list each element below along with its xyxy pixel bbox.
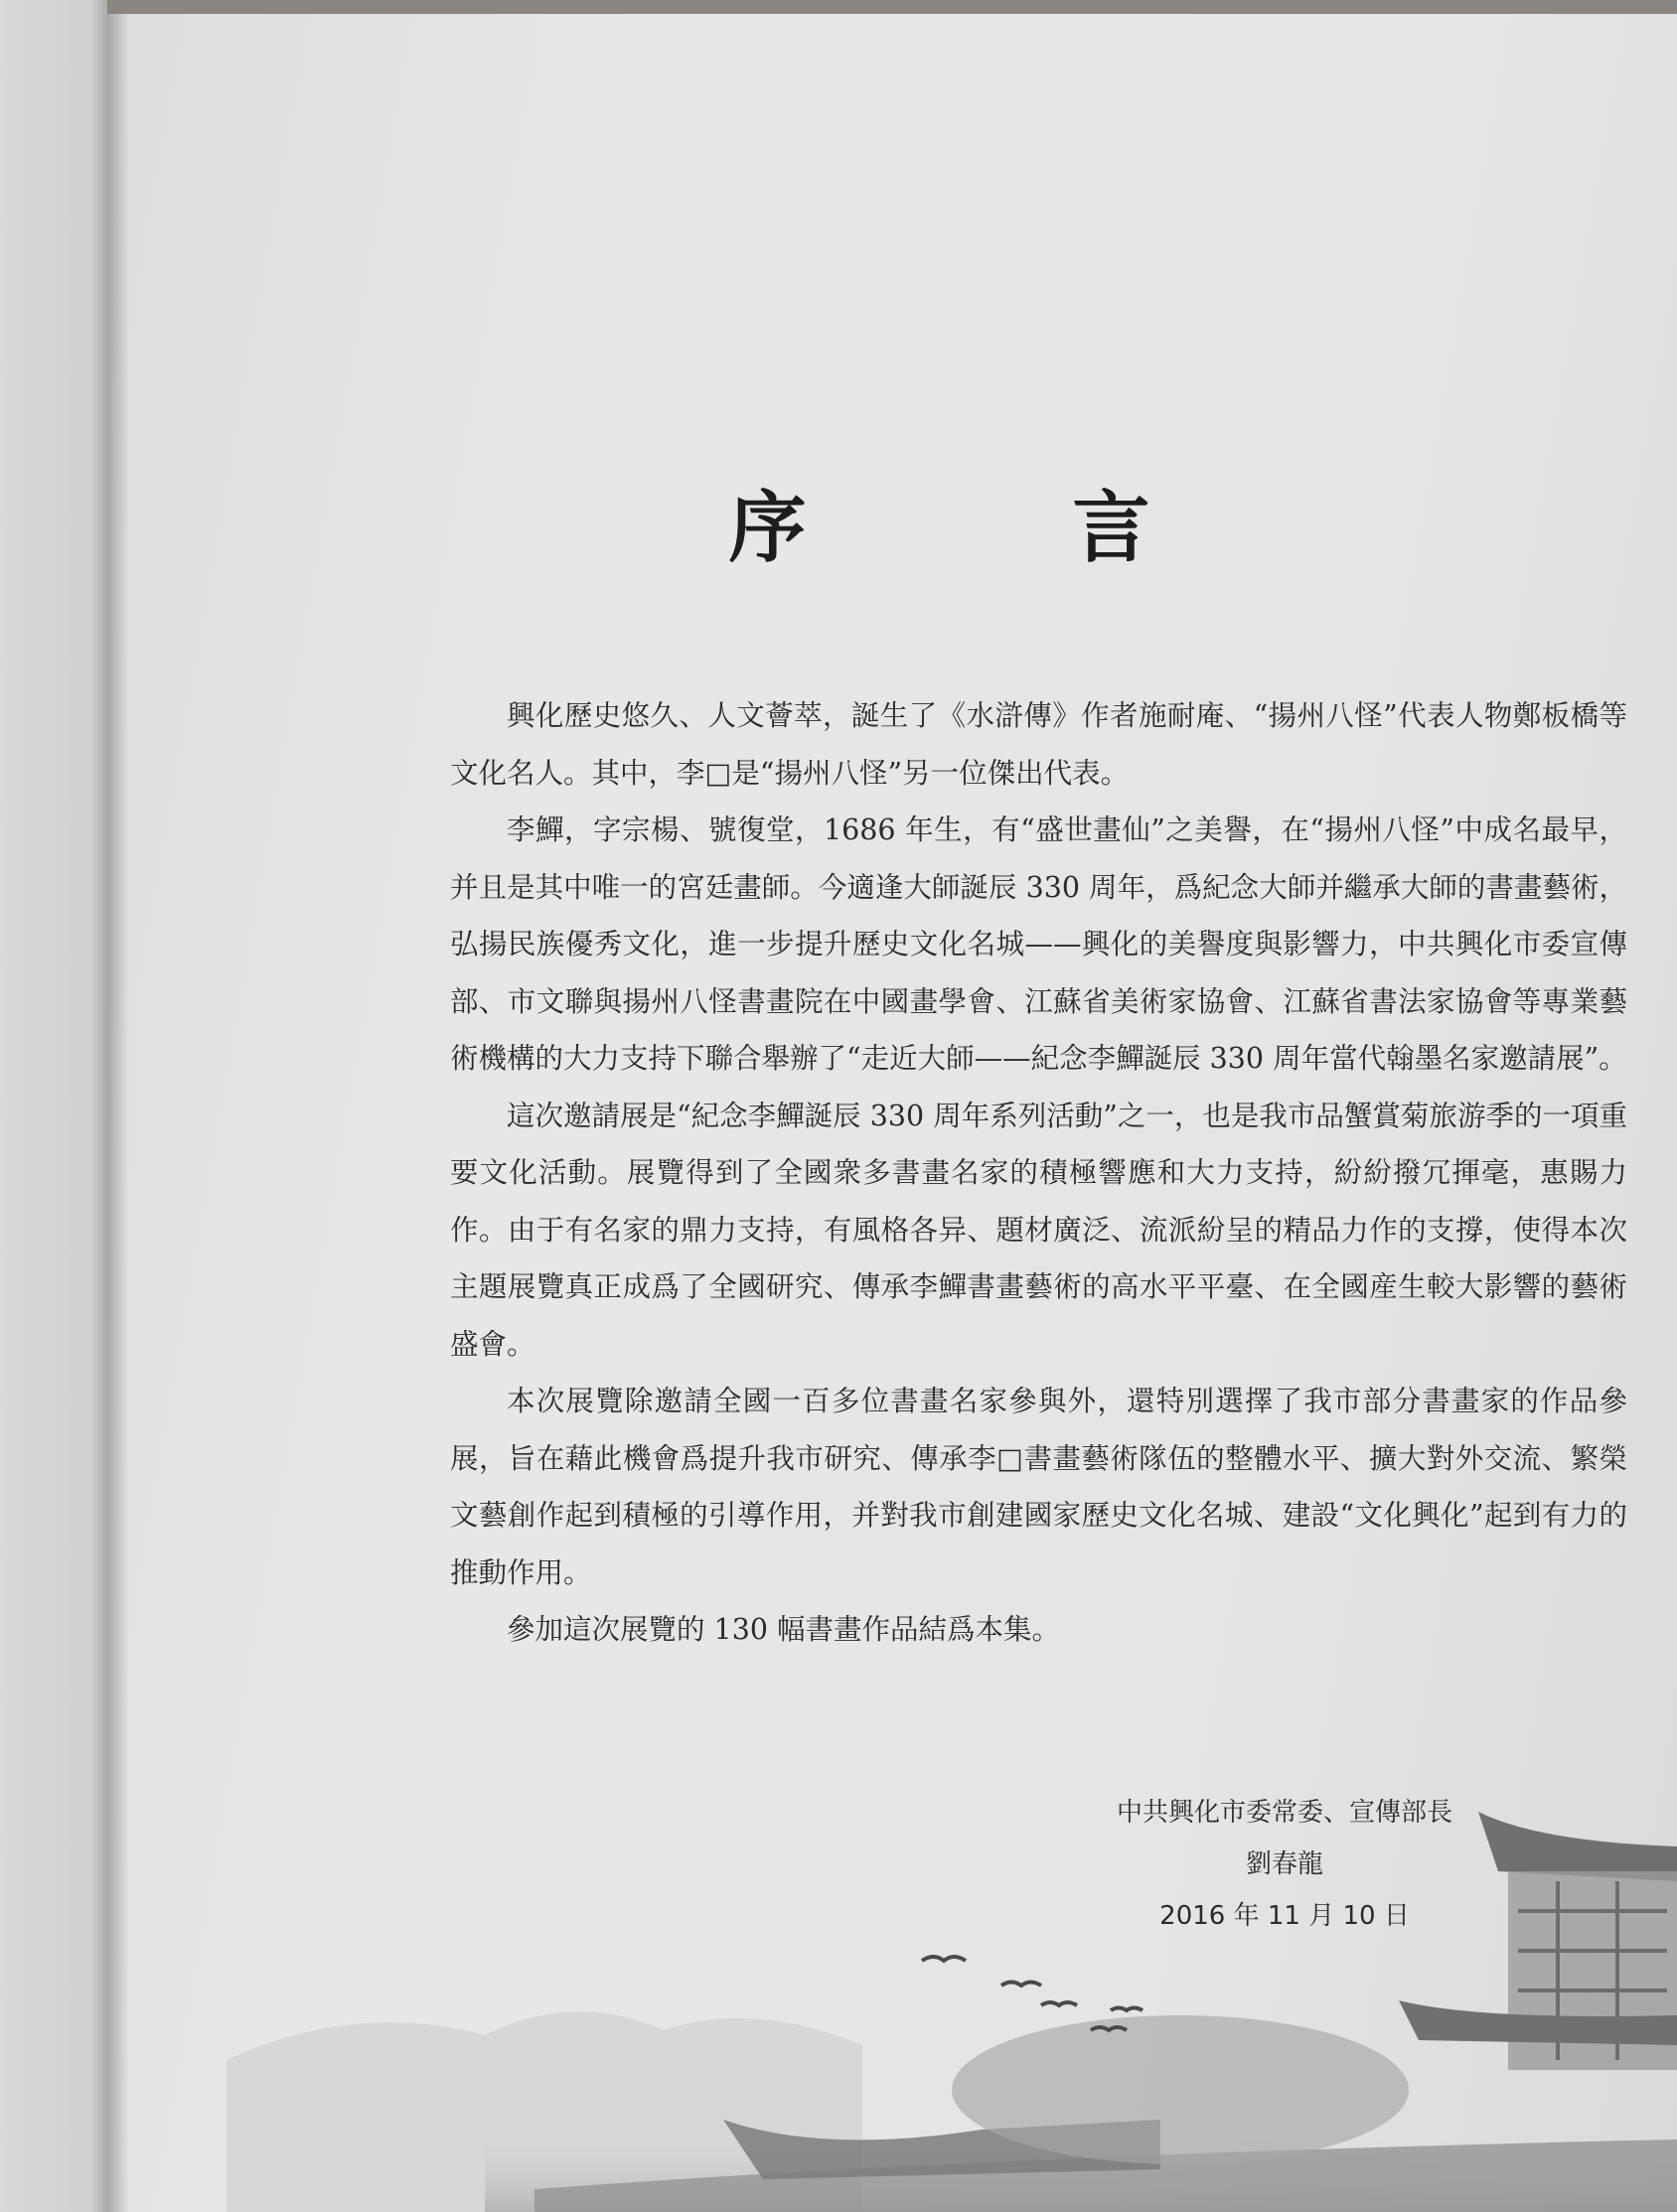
pavilion-roof-upper xyxy=(1478,1812,1677,1881)
bird xyxy=(1111,2008,1143,2011)
paragraph-3: 這次邀請展是“紀念李鱓誕辰 330 周年系列活動”之一，也是我市品蟹賞菊旅游季的一項重要文化活動。展覽得到了全國衆多書畫名家的積極響應和大力支持，紛紛撥冗揮毫，惠賜力作。由于有名家的鼎力支持，有風格各异、題材廣泛、流派紛呈的精品力作的支撐，使得本次主題展覽真正成爲了全國研究、傳承李鱓書畫藝術的高水平平臺、在全國産生較大影響的藝術盛會。 xyxy=(450,1099,1627,1361)
signature-block xyxy=(1071,1787,1498,1942)
signature-date: 2016 年 11 月 10 日 xyxy=(1159,1901,1410,1931)
bird xyxy=(922,1957,966,1961)
preface-body xyxy=(450,687,1627,1659)
top-background xyxy=(107,0,1677,14)
signature-org: 中共興化市委常委、宣傳部長 xyxy=(1116,1798,1452,1828)
document-page xyxy=(107,14,1677,2212)
paragraph-5: 參加這次展覽的 130 幅書畫作品結爲本集。 xyxy=(507,1613,1061,1646)
paragraph-2: 李鱓，字宗楊、號復堂，1686 年生，有“盛世畫仙”之美譽，在“揚州八怪”中成名最早，并且是其中唯一的宮廷畫師。今適逢大師誕辰 330 周年，爲紀念大師并繼承大師的書畫藝術，弘揚民族優秀文化，進一步提升歷史文化名城——興化的美譽度與影響力，中共興化市委宣傳部、市文聯與揚州八怪書畫院在中國畫學會、江蘇省美術家協會、江蘇省書法家協會等專業藝術機構的大力支持下聯合舉辦了“走近大師——紀念李鱓誕辰 330 周年當代翰墨名家邀請展”。 xyxy=(450,813,1627,1075)
bird xyxy=(1001,1983,1041,1987)
facing-page-edge xyxy=(0,0,107,2212)
paragraph-1: 興化歷史悠久、人文薈萃，誕生了《水滸傳》作者施耐庵、“揚州八怪”代表人物鄭板橋等文化名人。其中，李□是“揚州八怪”另一位傑出代表。 xyxy=(450,699,1627,790)
bird xyxy=(1041,2002,1077,2005)
page-title: 序 言 xyxy=(728,483,1245,573)
signature-name: 劉春龍 xyxy=(1245,1849,1323,1879)
paragraph-4: 本次展覽除邀請全國一百多位書畫名家參與外，還特別選擇了我市部分書畫家的作品參展，旨在藉此機會爲提升我市研究、傳承李□書畫藝術隊伍的整體水平、擴大對外交流、繁榮文藝創作起到積極的引導作用，并對我市創建國家歷史文化名城、建設“文化興化”起到有力的推動作用。 xyxy=(450,1385,1627,1589)
